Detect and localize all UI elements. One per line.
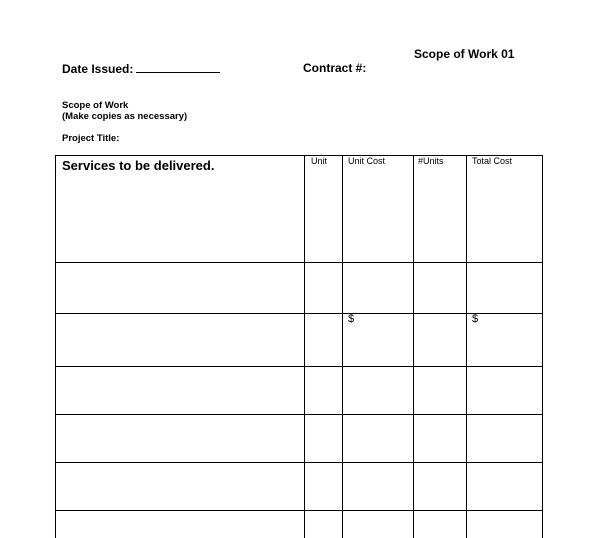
scope-table [55, 155, 543, 538]
column-header-unit-cost: Unit Cost [348, 156, 386, 166]
table-row-line [55, 262, 543, 263]
table-row-line [55, 366, 543, 367]
total-cost-currency: $ [472, 313, 479, 325]
table-border-left [55, 155, 56, 538]
table-row-line [55, 414, 543, 415]
table-row-line [55, 313, 543, 314]
column-header-unit: Unit [311, 156, 328, 166]
copies-note: (Make copies as necessary) [62, 111, 188, 122]
table-divider-unit [304, 155, 305, 538]
services-heading: Services to be delivered. [62, 158, 215, 173]
column-header-total-cost: Total Cost [472, 156, 513, 166]
project-title-label: Project Title: [62, 133, 120, 144]
table-border-right [542, 155, 543, 538]
contract-label: Contract #: [303, 61, 367, 75]
unit-cost-currency: $ [348, 313, 355, 325]
table-divider-unit-cost [342, 155, 343, 538]
table-divider-total-cost [466, 155, 467, 538]
scope-of-work-label: Scope of Work [62, 100, 129, 111]
table-divider-units [413, 155, 414, 538]
table-row-line [55, 462, 543, 463]
date-issued-blank[interactable] [136, 61, 220, 73]
table-row-line [55, 510, 543, 511]
date-issued-label: Date Issued: [62, 62, 134, 76]
table-border-top [55, 155, 543, 156]
scope-section-heading [62, 100, 187, 122]
date-issued-field[interactable] [62, 61, 220, 76]
document-title: Scope of Work 01 [414, 47, 515, 61]
column-header-units: #Units [418, 156, 444, 166]
